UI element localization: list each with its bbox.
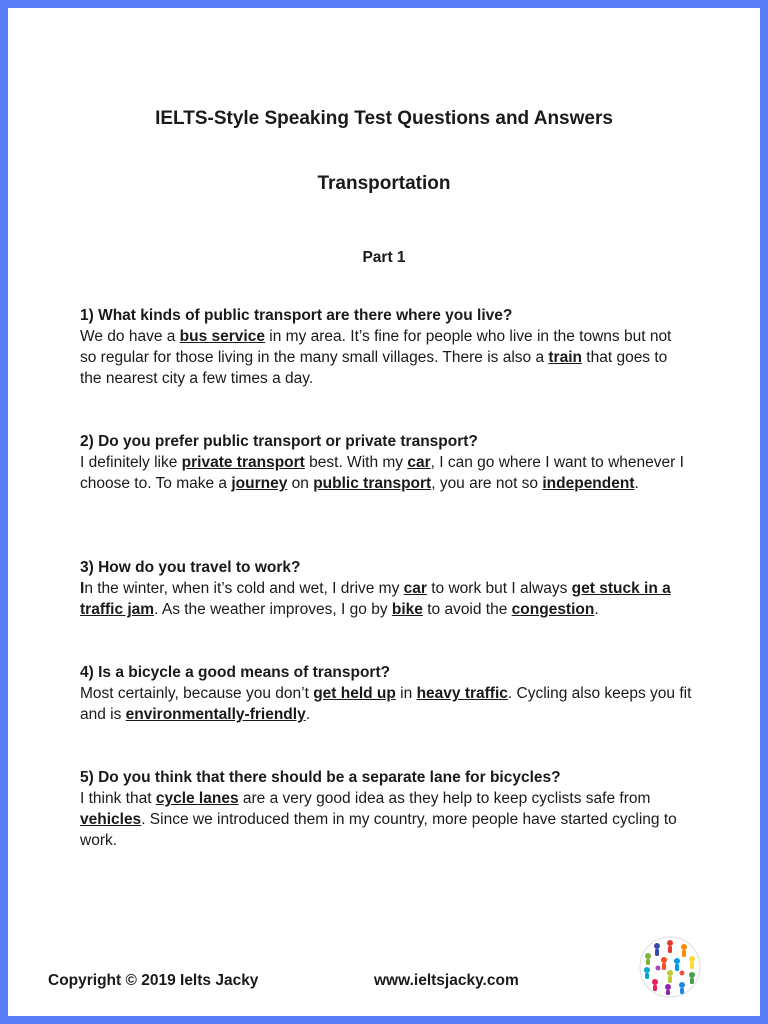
qa-block-5 bbox=[80, 767, 692, 851]
vocabulary-keyword: car bbox=[407, 454, 431, 471]
people-globe-icon bbox=[638, 935, 702, 999]
vocabulary-keyword: train bbox=[548, 349, 582, 366]
answer-text: . bbox=[305, 706, 310, 723]
answer-text: . As the weather improves, I go by bbox=[154, 601, 392, 618]
answer-text: in bbox=[395, 685, 417, 702]
vocabulary-keyword: get stuck in a traffic jam bbox=[80, 580, 671, 618]
answer-4 bbox=[80, 683, 692, 725]
vocabulary-keyword: get held up bbox=[313, 685, 396, 702]
copyright-text: Copyright © 2019 Ielts Jacky bbox=[48, 972, 259, 989]
answer-1 bbox=[80, 326, 692, 389]
qa-block-4 bbox=[80, 662, 692, 725]
answer-text: that goes to the nearest city a few times a day. bbox=[80, 349, 668, 387]
vocabulary-keyword: vehicles bbox=[80, 811, 142, 828]
qa-block-3 bbox=[80, 557, 692, 620]
answer-text: . Cycling also keeps you fit and is bbox=[80, 685, 692, 723]
answer-text: in my area. It’s fine for people who live in the towns but not so regular for those living in the many small villages. There is also a bbox=[80, 328, 672, 366]
part-heading: Part 1 bbox=[362, 249, 406, 266]
answer-text: . bbox=[634, 475, 639, 492]
answer-5 bbox=[80, 788, 692, 851]
answer-text: , you are not so bbox=[431, 475, 543, 492]
answer-text: . bbox=[594, 601, 599, 618]
answer-text: are a very good idea as they help to keep cyclists safe from bbox=[238, 790, 651, 807]
vocabulary-keyword: journey bbox=[231, 475, 288, 492]
answer-2 bbox=[80, 452, 692, 494]
answer-3 bbox=[80, 578, 692, 620]
answer-text: I definitely like bbox=[80, 454, 182, 471]
vocabulary-keyword: independent bbox=[542, 475, 635, 492]
answer-text: to avoid the bbox=[422, 601, 512, 618]
vocabulary-keyword: car bbox=[403, 580, 427, 597]
answer-text: . Since we introduced them in my country, more people have started cycling to work. bbox=[80, 811, 677, 849]
topic-heading: Transportation bbox=[317, 173, 451, 194]
answer-text: I think that bbox=[80, 790, 156, 807]
vocabulary-keyword: private transport bbox=[181, 454, 305, 471]
vocabulary-keyword: public transport bbox=[313, 475, 432, 492]
answer-text: We do have a bbox=[80, 328, 180, 345]
qa-block-2 bbox=[80, 431, 692, 494]
vocabulary-keyword: bike bbox=[391, 601, 423, 618]
vocabulary-keyword: environmentally-friendly bbox=[125, 706, 306, 723]
question-1: 1) What kinds of public transport are there where you live? bbox=[80, 307, 513, 324]
answer-text: to work but I always bbox=[426, 580, 572, 597]
question-3: 3) How do you travel to work? bbox=[80, 559, 301, 576]
vocabulary-keyword: congestion bbox=[511, 601, 595, 618]
vocabulary-keyword: cycle lanes bbox=[155, 790, 239, 807]
website-link[interactable]: www.ieltsjacky.com bbox=[374, 972, 519, 989]
document-title: IELTS-Style Speaking Test Questions and Answers bbox=[155, 108, 613, 129]
vocabulary-keyword: bus service bbox=[179, 328, 265, 345]
question-2: 2) Do you prefer public transport or private transport? bbox=[80, 433, 478, 450]
answer-text: Most certainly, because you don’t bbox=[80, 685, 314, 702]
qa-block-1 bbox=[80, 305, 692, 389]
answer-text: on bbox=[287, 475, 314, 492]
answer-text: I bbox=[80, 580, 85, 597]
question-5: 5) Do you think that there should be a separate lane for bicycles? bbox=[80, 769, 561, 786]
answer-text: , I can go where I want to whenever I choose to. To make a bbox=[80, 454, 684, 492]
answer-text: n the winter, when it’s cold and wet, I drive my bbox=[84, 580, 404, 597]
vocabulary-keyword: heavy traffic bbox=[416, 685, 508, 702]
answer-text: best. With my bbox=[304, 454, 408, 471]
question-4: 4) Is a bicycle a good means of transport? bbox=[80, 664, 391, 681]
